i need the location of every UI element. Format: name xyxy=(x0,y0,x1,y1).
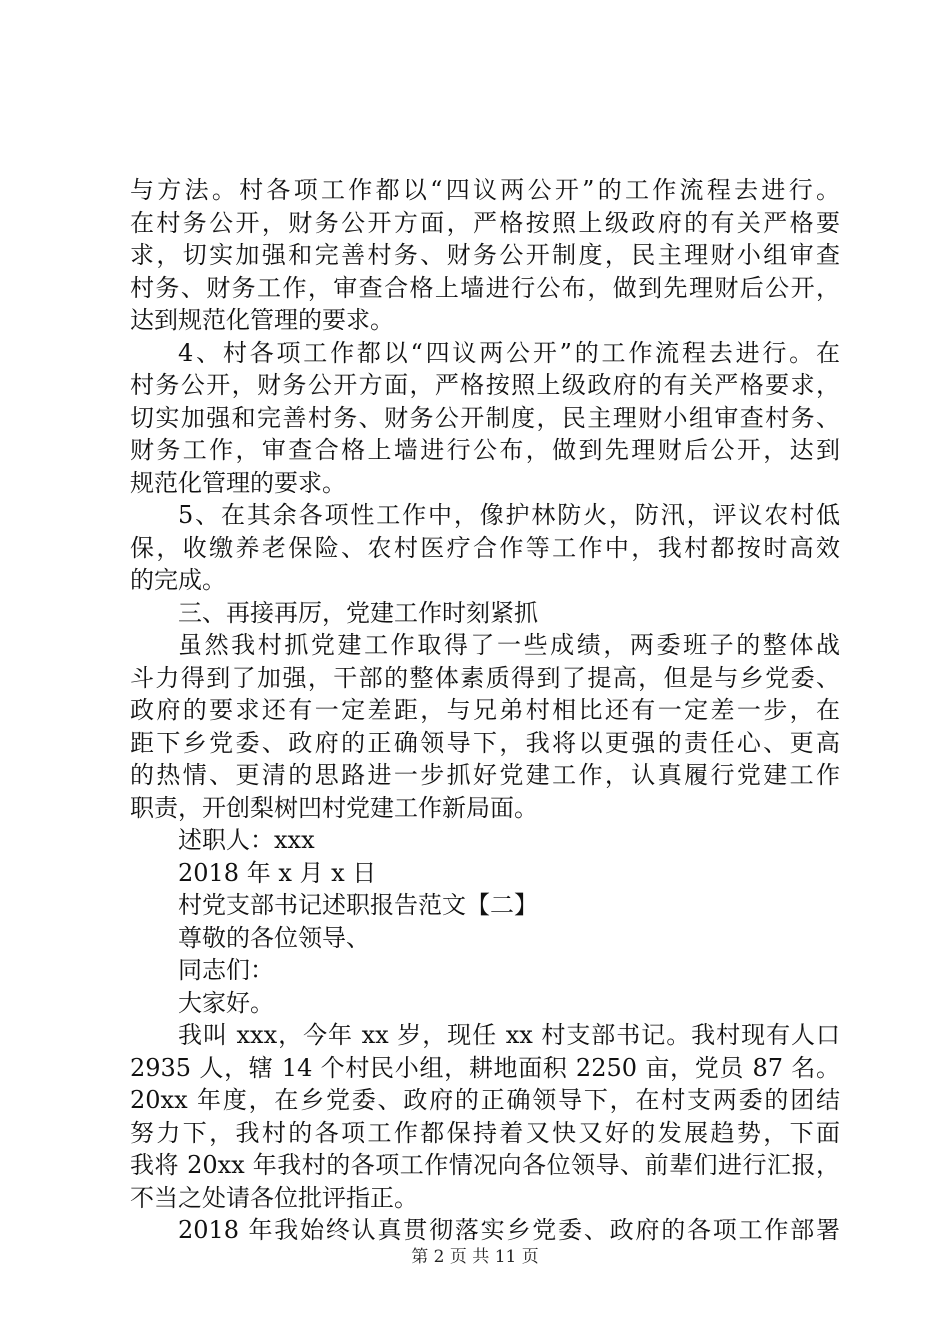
text-line: 斗力得到了加强，干部的整体素质得到了提高，但是与乡党委、 xyxy=(130,663,840,692)
text-line: 财务工作，审查合格上墙进行公布，做到先理财后公开，达到 xyxy=(130,436,840,464)
text-line: 不当之处请各位批评指正。 xyxy=(130,1183,418,1212)
text-line: 求，切实加强和完善村务、财务公开制度，民主理财小组审查 xyxy=(130,241,840,269)
page-number: 第 2 页 共 11 页 xyxy=(411,1247,539,1267)
text-line: 的完成。 xyxy=(130,566,226,594)
text-line: 达到规范化管理的要求。 xyxy=(130,306,394,334)
text-line: 的热情、更清的思路进一步抓好党建工作，认真履行党建工作 xyxy=(130,761,840,789)
text-line: 规范化管理的要求。 xyxy=(130,468,346,497)
text-line: 尊敬的各位领导、 xyxy=(178,923,370,952)
text-line: 政府的要求还有一定差距，与兄弟村相比还有一定差一步，在 xyxy=(130,696,840,724)
page-footer xyxy=(0,1242,950,1267)
text-line: 努力下，我村的各项工作都保持着又快又好的发展趋势，下面 xyxy=(130,1118,840,1147)
text-line: 2935 人，辖 14 个村民小组，耕地面积 2250 亩，党员 87 名。 xyxy=(130,1053,840,1082)
text-line: 述职人：xxx xyxy=(178,826,315,854)
text-line: 2018 年 x 月 x 日 xyxy=(178,858,377,887)
text-line: 村务、财务工作，审查合格上墙进行公布，做到先理财后公开， xyxy=(130,273,840,302)
text-line: 与方法。村各项工作都以“四议两公开”的工作流程去进行。 xyxy=(130,176,840,204)
text-line: 大家好。 xyxy=(178,988,274,1017)
text-line: 我将 20xx 年我村的各项工作情况向各位领导、前辈们进行汇报， xyxy=(130,1151,840,1179)
text-line: 4、村各项工作都以“四议两公开”的工作流程去进行。在 xyxy=(178,338,840,367)
text-line: 20xx 年度，在乡党委、政府的正确领导下，在村支两委的团结 xyxy=(130,1086,840,1114)
text-line: 保，收缴养老保险、农村医疗合作等工作中，我村都按时高效 xyxy=(130,533,840,562)
text-line: 5、在其余各项性工作中，像护林防火，防汛，评议农村低 xyxy=(178,501,840,529)
text-line: 我叫 xxx，今年 xx 岁，现任 xx 村支部书记。我村现有人口 xyxy=(178,1021,840,1049)
text-line: 村务公开，财务公开方面，严格按照上级政府的有关严格要求， xyxy=(130,371,840,399)
document-body xyxy=(130,174,840,1247)
text-line: 三、再接再厉，党建工作时刻紧抓 xyxy=(178,598,538,627)
text-line: 在村务公开，财务公开方面，严格按照上级政府的有关严格要 xyxy=(130,208,840,237)
text-line: 距下乡党委、政府的正确领导下，我将以更强的责任心、更高 xyxy=(130,728,840,757)
text-line: 虽然我村抓党建工作取得了一些成绩，两委班子的整体战 xyxy=(178,631,840,659)
text-line: 切实加强和完善村务、财务公开制度，民主理财小组审查村务、 xyxy=(130,403,840,432)
text-line: 2018 年我始终认真贯彻落实乡党委、政府的各项工作部署 xyxy=(178,1216,840,1244)
text-line: 同志们： xyxy=(178,956,274,984)
text-line: 村党支部书记述职报告范文【二】 xyxy=(178,891,538,919)
text-line: 职责，开创梨树凹村党建工作新局面。 xyxy=(130,793,538,822)
